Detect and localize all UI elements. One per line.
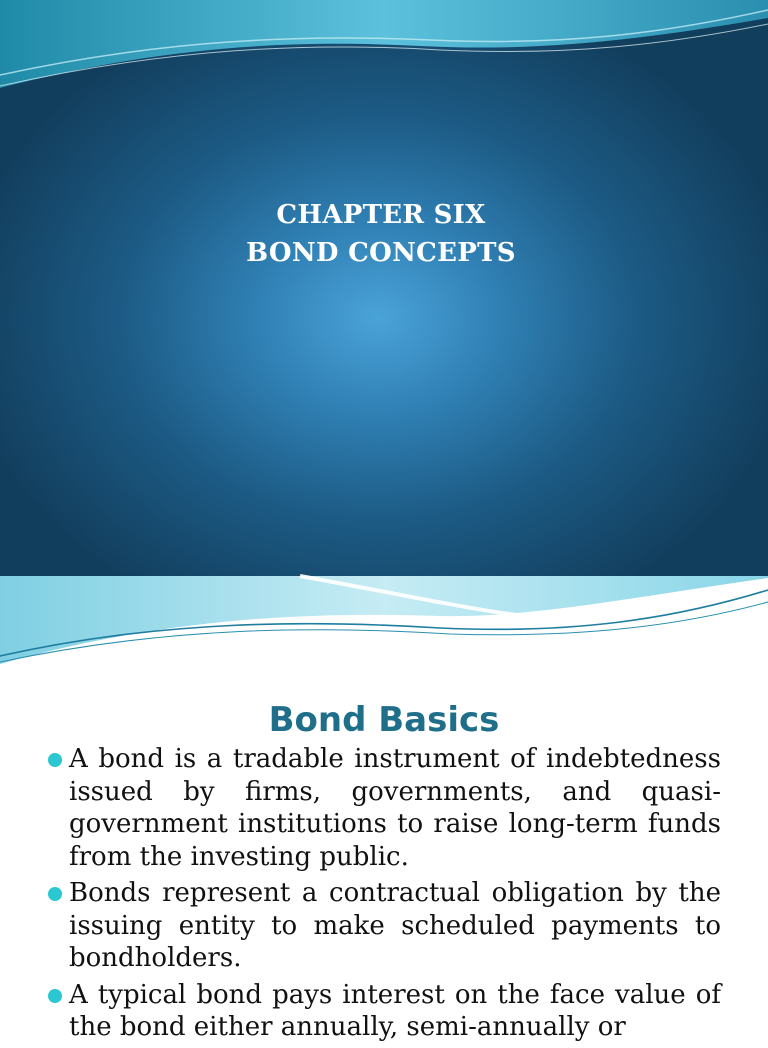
bullet-text: A typical bond pays interest on the face value of the bond either annually, semi-annually or: [69, 979, 721, 1042]
decorative-wave-band: [0, 576, 768, 671]
slide-title: [0, 196, 762, 272]
decorative-wave-band: [0, 0, 768, 90]
title-line-1: CHAPTER SIX: [276, 200, 486, 230]
slide-heading: Bond Basics: [268, 700, 500, 740]
bullet-item: [69, 877, 721, 975]
bullet-marker-icon: [48, 887, 62, 901]
bullet-text: Bonds represent a contractual obligation by the issuing entity to make scheduled payments to bondholders.: [69, 878, 721, 973]
bullet-item: [69, 979, 721, 1044]
title-line-2: BOND CONCEPTS: [246, 238, 516, 268]
bullet-text: A bond is a tradable instrument of indebtedness issued by firms, governments, and quasi-government institutions to raise long-term funds from the investing public.: [69, 744, 721, 872]
content-slide: [0, 576, 768, 1042]
bullet-item: [69, 743, 721, 873]
bullet-marker-icon: [48, 753, 62, 767]
bullet-list: [69, 743, 721, 1048]
bullet-marker-icon: [48, 989, 62, 1003]
